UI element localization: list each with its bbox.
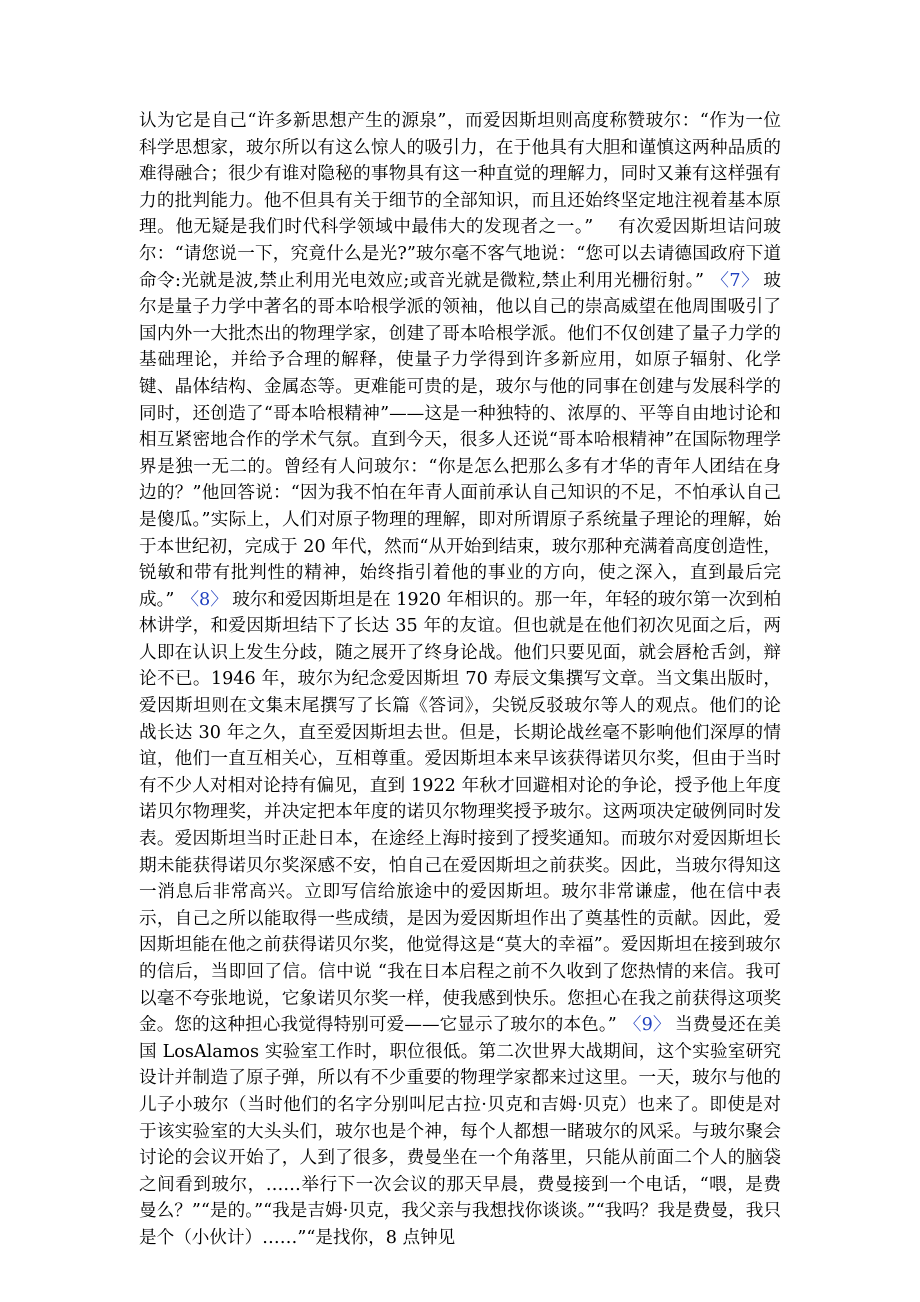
reference-marker-7: 〈7〉 (719, 270, 759, 291)
text-segment-1: 认为它是自己“许多新思想产生的源泉”，而爱因斯坦则高度称赞玻尔：“作为一位科学思想家，玻尔所以有这么惊人的吸引力，在于他具有大胆和谨慎这两种品质的难得融合；很少有谁对隐秘的事物具有这一种直觉的理解力，同时又兼有这样强有力的批判能力。他不但具有关于细节的全部知识，而且还始终坚定地注视着基本原理。他无疑是我们时代科学领域中最伟大的发现者之一。” 有次爱因斯坦诘问玻尔：“请您说一下，究竟什么是光?”玻尔毫不客气地说：“您可以去请德国政府下道命令:光就是波,禁止利用光电效应;或音光就是微粒,禁止利用光栅衍射。” (139, 111, 781, 291)
reference-marker-8: 〈8〉 (190, 589, 228, 610)
text-segment-4: 当费曼还在美国 LosAlamos 实验室工作时，职位很低。第二次世界大战期间，这个实验室研究设计并制造了原子弹，所以有不少重要的物理学家都来过这里。一天，玻尔与他的儿子小玻尔（当时他们的名字分别叫尼古拉·贝克和吉姆·贝克）也来了。即使是对于该实验室的大头头们，玻尔也是个神，每个人都想一睹玻尔的风采。与玻尔聚会讨论的会议开始了，人到了很多，费曼坐在一个角落里，只能从前面二个人的脑袋之间看到玻尔，……举行下一次会议的那天早晨，费曼接到一个电话，“喂，是费曼么？”“是的。”“我是吉姆·贝克，我父亲与我想找你谈谈。”“我吗？我是费曼，我只是个（小伙计）……”“是找你，8 点钟见 (139, 1015, 781, 1248)
text-segment-3: 玻尔和爱因斯坦是在 1920 年相识的。那一年，年轻的玻尔第一次到柏林讲学，和爱因斯坦结下了长达 35 年的友谊。但也就是在他们初次见面之后，两人即在认识上发生分歧，随之展开了终身论战。他们只要见面，就会唇枪舌剑，辩论不已。1946 年，玻尔为纪念爱因斯坦 70 寿辰文集撰写文章。当文集出版时，爱因斯坦则在文集末尾撰写了长篇《答词》，尖锐反驳玻尔等人的观点。他们的论战长达 30 年之久，直至爱因斯坦去世。但是，长期论战丝毫不影响他们深厚的情谊，他们一直互相关心，互相尊重。爱因斯坦本来早该获得诺贝尔奖，但由于当时有不少人对相对论持有偏见，直到 1922 年秋才回避相对论的争论，授予他上年度诺贝尔物理奖，并决定把本年度的诺贝尔物理奖授予玻尔。这两项决定破例同时发表。爱因斯坦当时正赴日本，在途经上海时接到了授奖通知。而玻尔对爱因斯坦长期未能获得诺贝尔奖深感不安，怕自己在爱因斯坦之前获奖。因此，当玻尔得知这一消息后非常高兴。立即写信给旅途中的爱因斯坦。玻尔非常谦虚，他在信中表示，自己之所以能取得一些成绩，是因为爱因斯坦作出了奠基性的贡献。因此，爱因斯坦能在他之前获得诺贝尔奖，他觉得这是“莫大的幸福”。爱因斯坦在接到玻尔的信后，当即回了信。信中说 “我在日本启程之前不久收到了您热情的来信。我可以毫不夸张地说，它象诺贝尔奖一样，使我感到快乐。您担心在我之前获得这项奖金。您的这种担心我觉得特别可爱——它显示了玻尔的本色。” (139, 589, 781, 1036)
reference-marker-9: 〈9〉 (632, 1015, 671, 1036)
body-paragraph (139, 108, 781, 1252)
text-segment-2: 玻尔是量子力学中著名的哥本哈根学派的领袖，他以自己的崇高威望在他周围吸引了国内外一大批杰出的物理学家，创建了哥本哈根学派。他们不仅创建了量子力学的基础理论，并给予合理的解释，使量子力学得到许多新应用，如原子辐射、化学键、晶体结构、金属态等。更难能可贵的是，玻尔与他的同事在创建与发展科学的同时，还创造了“哥本哈根精神”——这是一种独特的、浓厚的、平等自由地讨论和相互紧密地合作的学术气氛。直到今天，很多人还说“哥本哈根精神”在国际物理学界是独一无二的。曾经有人问玻尔：“你是怎么把那么多有才华的青年人团结在身边的？”他回答说：“因为我不怕在年青人面前承认自己知识的不足，不怕承认自己是傻瓜。”实际上，人们对原子物理的理解，即对所谓原子系统量子理论的理解，始于本世纪初，完成于 20 年代，然而“从开始到结束，玻尔那种充满着高度创造性，锐敏和带有批判性的精神，始终指引着他的事业的方向，使之深入，直到最后完成。” (139, 270, 781, 610)
